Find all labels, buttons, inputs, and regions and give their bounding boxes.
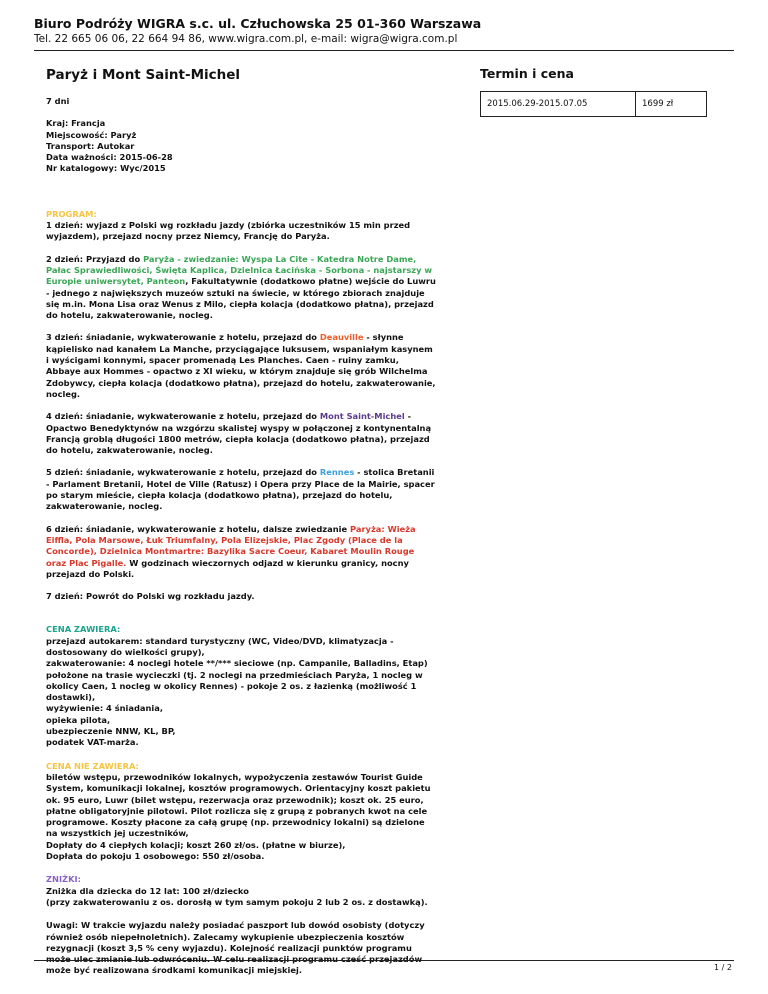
company-name: Biuro Podróży WIGRA s.c. ul. Człuchowska 25 01-360 Warszawa bbox=[34, 16, 482, 31]
day2-highlight: Paryża - zwiedzanie: Wyspa La Cite - Katedra Notre Dame, Pałac Sprawiedliwości, Święta Kaplica, Dzielnica Łacińska - Sorbona - najstarszy w Europie uniwersytet, Panteon bbox=[46, 253, 433, 287]
includes-line: wyżywienie: 4 śniadania, bbox=[46, 703, 164, 714]
discounts-heading: ZNIŻKI: bbox=[46, 874, 81, 885]
meta-country: Kraj: Francja bbox=[46, 118, 106, 129]
discounts-line: (przy zakwaterowaniu z os. dorosłą w tym samym pokoju 2 lub 2 os. z dostawką). bbox=[46, 896, 428, 907]
footer-divider bbox=[34, 960, 734, 961]
program-day-6 bbox=[46, 524, 436, 580]
discounts-line: Zniżka dla dziecka do 12 lat: 100 zł/dziecko bbox=[46, 885, 249, 896]
excludes-line: biletów wstępu, przewodników lokalnych, wypożyczenia zestawów Tourist Guide System, komunikacji lokalnej, kosztów programowych. Orientacyjny koszt pakietu ok. 95 euro, Luwr (bilet wstępu, rezerwacja oraz przewodnik); koszt ok. 25 euro, płatne obligatoryjnie pilotowi. Pilot rozlicza się z grupą z pobranych kwot na cele programowe. Koszty płacone za całą grupę (np. przewodnicy lokalni) są dzielone na wszystkich jej uczestników, bbox=[46, 771, 431, 839]
includes-heading: CENA ZAWIERA: bbox=[46, 624, 121, 635]
company-contact: Tel. 22 665 06 06, 22 664 94 86, www.wigra.com.pl, e-mail: wigra@wigra.com.pl bbox=[34, 33, 458, 45]
term-row bbox=[481, 92, 707, 117]
term-heading: Termin i cena bbox=[480, 66, 574, 81]
includes-line: podatek VAT-marża. bbox=[46, 737, 139, 748]
program-day-7: 7 dzień: Powrót do Polski wg rozkładu jazdy. bbox=[46, 591, 255, 602]
includes-line: ubezpieczenie NNW, KL, BP, bbox=[46, 726, 176, 737]
page-number: 1 / 2 bbox=[714, 963, 732, 972]
term-price-panel bbox=[480, 66, 707, 117]
document-header bbox=[34, 16, 734, 51]
term-price: 1699 zł bbox=[636, 92, 707, 117]
includes-line: przejazd autokarem: standard turystyczny (WC, Video/DVD, klimatyzacja - dostosowany do wielkości grupy), bbox=[46, 635, 394, 657]
day3-text: 3 dzień: śniadanie, wykwaterowanie z hotelu, przejazd do bbox=[46, 332, 320, 343]
day6-text: 6 dzień: śniadanie, wykwaterowanie z hotelu, dalsze zwiedzanie bbox=[46, 523, 350, 534]
day5-text-rest: - stolica Bretanii - Parlament Bretanii, Hotel de Ville (Ratusz) i Opera przy Place de la Mairie, spacer po starym mieście, ciepła kolacja (dodatkowo płatna), przejazd do hotelu, zakwaterowanie, nocleg. bbox=[46, 467, 435, 512]
program-day-5 bbox=[46, 467, 436, 512]
day6-text-rest: W godzinach wieczornych odjazd w kierunku granicy, nocny przejazd do Polski. bbox=[46, 557, 409, 579]
day5-text: 5 dzień: śniadanie, wykwaterowanie z hotelu, przejazd do bbox=[46, 467, 320, 478]
trip-days: 7 dni bbox=[46, 96, 70, 106]
trip-meta bbox=[46, 118, 436, 174]
program-day-3 bbox=[46, 332, 436, 400]
meta-transport: Transport: Autokar bbox=[46, 140, 135, 151]
day3-highlight: Deauville bbox=[319, 332, 364, 343]
term-date: 2015.06.29-2015.07.05 bbox=[481, 92, 636, 117]
day4-text-rest: - Opactwo Benedyktynów na wzgórzu skalistej wyspy w połączonej z kontynentalną Francją groblą długości 1800 metrów, ciepła kolacja (dodatkowo płatna), przejazd do hotelu, zakwaterowanie, nocleg. bbox=[46, 411, 432, 456]
includes-line: zakwaterowanie: 4 noclegi hotele **/*** sieciowe (np. Campanile, Balladins, Etap) położone na trasie wycieczki (tj. 2 noclegi na przedmieściach Paryża, 1 nocleg w okolicy Caen, 1 nocleg w okolicy Rennes) - pokoje 2 os. z łazienką (możliwość 1 dostawki), bbox=[46, 658, 428, 703]
excludes-line: Dopłata do pokoju 1 osobowego: 550 zł/osoba. bbox=[46, 851, 265, 862]
trip-title: Paryż i Mont Saint-Michel bbox=[46, 67, 241, 83]
day2-text: 2 dzień: Przyjazd do bbox=[46, 253, 144, 264]
meta-catalog-number: Nr katalogowy: Wyc/2015 bbox=[46, 163, 166, 174]
meta-city: Miejscowość: Paryż bbox=[46, 129, 137, 140]
program-day-2 bbox=[46, 254, 436, 322]
excludes-line: Dopłaty do 4 ciepłych kolacji; koszt 260 zł/os. (płatne w biurze), bbox=[46, 839, 346, 850]
day4-highlight: Mont Saint-Michel bbox=[319, 411, 405, 422]
day4-text: 4 dzień: śniadanie, wykwaterowanie z hotelu, przejazd do bbox=[46, 411, 320, 422]
day3-text-rest: - słynne kąpielisko nad kanałem La Manche, przyciągające luksusem, wspaniałym kasynem i wyścigami konnymi, spacer promenadą Les Planches. Caen - ruiny zamku, Abbaye aux Hommes - opactwo z XI wieku, w którym znajduje się grób Wilchelma Zdobywcy, ciepła kolacja (dodatkowo płatna), przejazd do hotelu, zakwaterowanie, nocleg. bbox=[46, 332, 436, 399]
discounts-section bbox=[46, 874, 436, 908]
program-section bbox=[46, 209, 436, 603]
day6-highlight: Paryża: Wieża Eiffla, Pola Marsowe, Łuk Triumfalny, Pola Elizejskie, Plac Zgody (Place de la Concorde), Dzielnica Montmartre: Bazylika Sacre Coeur, Kabaret Moulin Rouge oraz Plac Pigalle. bbox=[46, 523, 416, 568]
includes-line: opieka pilota, bbox=[46, 714, 111, 725]
term-table bbox=[480, 91, 707, 117]
includes-section bbox=[46, 624, 436, 748]
day2-text-rest: , Fakultatywnie (dodatkowo płatne) wejście do Luwru - jednego z największych muzeów sztuki na świecie, w którego zbiorach znajduje się m.in. Mona Lisa oraz Wenus z Milo, ciepła kolacja (dodatkowo płatna), przejazd do hotelu, zakwaterowanie, nocleg. bbox=[46, 276, 436, 321]
excludes-section bbox=[46, 761, 436, 863]
excludes-heading: CENA NIE ZAWIERA: bbox=[46, 760, 139, 771]
trip-details bbox=[46, 66, 436, 977]
program-heading: PROGRAM: bbox=[46, 208, 97, 219]
day5-highlight: Rennes bbox=[319, 467, 355, 478]
program-day-4 bbox=[46, 411, 436, 456]
meta-valid-date: Data ważności: 2015-06-28 bbox=[46, 152, 173, 163]
program-day-1: 1 dzień: wyjazd z Polski wg rozkładu jazdy (zbiórka uczestników 15 min przed wyjazdem), przejazd nocny przez Niemcy, Francję do Paryża. bbox=[46, 220, 411, 242]
notes-section: Uwagi: W trakcie wyjazdu należy posiadać paszport lub dowód osobisty (dotyczy również osób niepełnoletnich). Zalecamy wykupienie ubezpieczenia kosztów rezygnacji (koszt 3,5 % ceny wyjazdu). Kolejność realizacji punktów programu może ulec zmianie lub odwróceniu. W celu realizacji programu cześć przejazdów może być realizowana środkami komunikacji miejskiej. bbox=[46, 920, 425, 976]
